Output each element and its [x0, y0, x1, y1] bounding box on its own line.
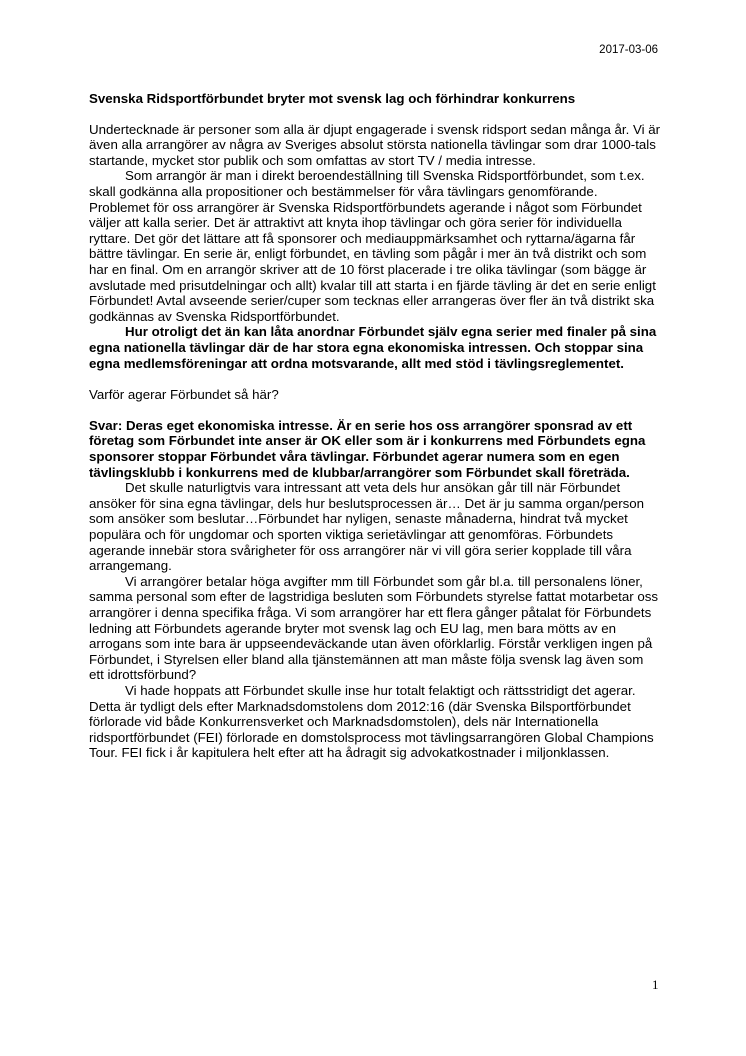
paragraph-question: Varför agerar Förbundet så här? [89, 386, 279, 402]
paragraph-problem: Som arrangör är man i direkt beroendeställning till Svenska Ridsportförbundet, som t.ex. skall godkänna alla propositioner och bestämmelser för våra tävlingars genomförande. Problemet för oss arrangörer är Svenska Ridsportförbundets agerande i något som Förbundet väljer att kalla serier. Det är attraktivt att knyta ihop tävlingar och göra serier för individuella ryttare. Det gör det lättare att få sponsorer och mediauppmärksamhet och ryttarna/ägarna får bättre tävlingar. En serie är, enligt förbundet, en tävling som pågår i mer än två distrikt och som har en final. Om en arrangör skriver att de 10 först placerade i tre olika tävlingar (som bägge är avslutade med prisutdelningar och allt) kvalar till att starta i en fjärde tävling är det en serie enligt Förbundet! Avtal avseende serier/cuper som tecknas eller arrangeras över fler än två distrikt ska godkännas av Svenska Ridsportförbundet. [89, 168, 656, 324]
paragraph-answer: Svar: Deras eget ekonomiska intresse. Är en serie hos oss arrangörer sponsrad av ett företag som Förbundet inte anser är OK eller som är i konkurrens med Förbundets egna sponsorer stoppar Förbundet våra tävlingar. Förbundet agerar numera som en egen tävlingsklubb i konkurrens med de klubbar/arrangörer som Förbundet skall företräda. [89, 417, 646, 480]
paragraph-process: Det skulle naturligtvis vara intressant att veta dels hur ansökan går till när Förbundet ansöker för sina egna tävlingar, dels hur beslutsprocessen är… Det är ju samma organ/person som ansöker som beslutar…Förbundet har nyligen, senaste månaderna, hindrat två mycket populära och för ungdomar och sporten viktiga serietävlingar att genomföras. Förbundets agerande innebär stora svårigheter för oss arrangörer när vi vill göra serier kopplade till våra arrangemang. [89, 480, 645, 574]
page-number: 1 [652, 977, 659, 992]
document-body [89, 91, 661, 761]
paragraph-intro: Undertecknade är personer som alla är djupt engagerade i svensk ridsport sedan många år. Vi är även alla arrangörer av några av Sveriges absolut största nationella tävlingar som drar 1000-tals startande, mycket stor publik och som omfattas av stort TV / media intresse. [89, 121, 661, 168]
paragraph-highlight: Hur otroligt det än kan låta anordnar Förbundet själv egna serier med finaler på sina egna nationella tävlingar där de har stora egna ekonomiska intressen. Och stoppar sina egna medlemsföreningar att ordna motsvarande, allt med stöd i tävlingsreglementet. [89, 324, 657, 371]
document-title: Svenska Ridsportförbundet bryter mot svensk lag och förhindrar konkurrens [89, 91, 576, 106]
paragraph-fees: Vi arrangörer betalar höga avgifter mm till Förbundet som går bl.a. till personalens löner, samma personal som efter de lagstridiga besluten som Förbundets styrelse fattat motarbetar oss arrangörer i denna specifika fråga. Vi som arrangörer har ett flera gånger påtalat för Förbundets ledning att Förbundets agerande bryter mot svensk lag och EU lag, men bara mötts av en arrogans som inte bara är uppseendeväckande utan även oförklarlig. Förstår verkligen ingen på Förbundet, i Styrelsen eller bland alla tjänstemännen att man måste följa svensk lag även som ett idrottsförbund? [89, 573, 659, 683]
paragraph-conclusion: Vi hade hoppats att Förbundet skulle inse hur totalt felaktigt och rättsstridigt det agerar. Detta är tydligt dels efter Marknadsdomstolens dom 2012:16 (där Svenska Bilsportförbundet förlorade vid både Konkurrensverket och Marknadsdomstolen), dels när Internationella ridsportförbundet (FEI) förlorade en domstolsprocess mot tävlingsarrangören Global Champions Tour. FEI fick i år kapitulera helt efter att ha ådragit sig advokatkostnader i miljonklassen. [89, 682, 654, 761]
document-date: 2017-03-06 [599, 44, 658, 56]
